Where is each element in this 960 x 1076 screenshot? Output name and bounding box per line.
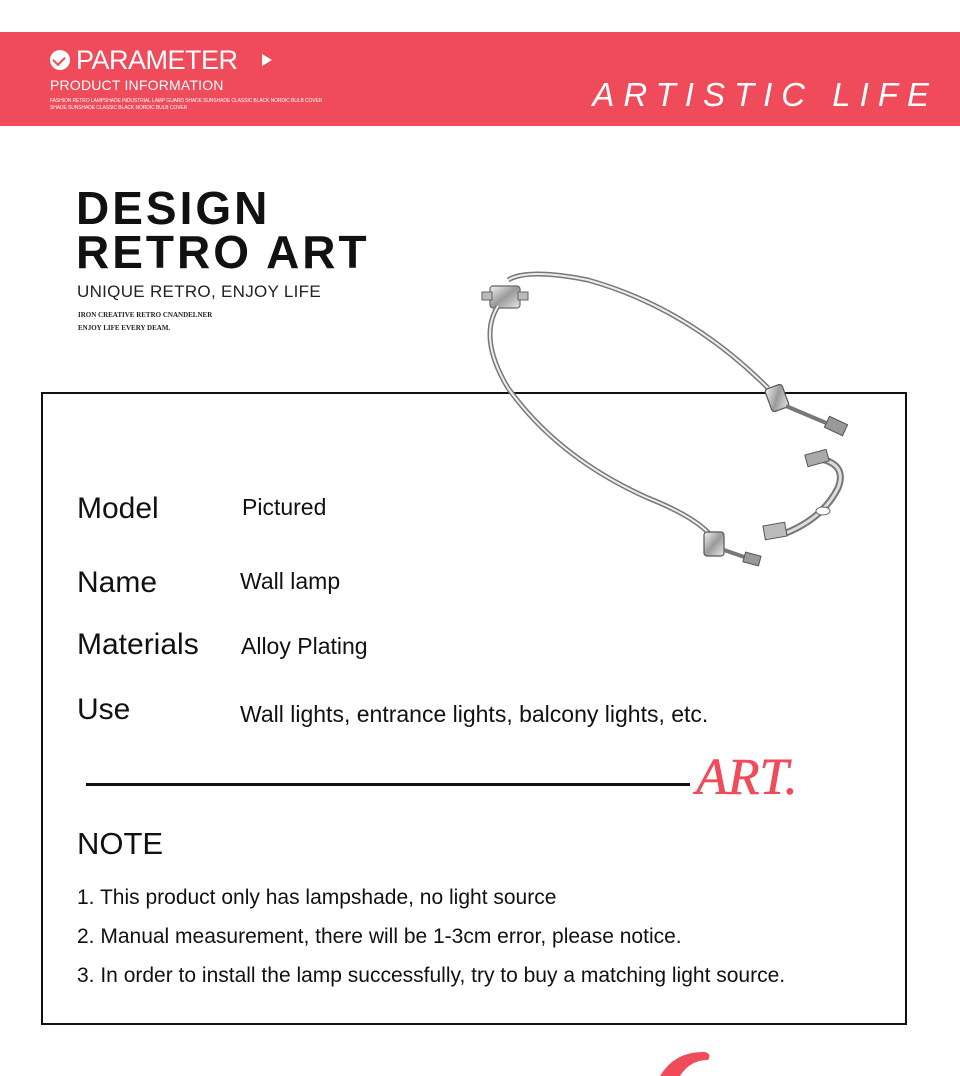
bottom-decoration (650, 1046, 720, 1076)
spec-label-materials: Materials (77, 628, 199, 661)
art-script-logo (690, 746, 840, 808)
design-line-1: DESIGN (76, 182, 271, 234)
design-line-2: RETRO ART (76, 226, 370, 278)
small-text-2: ENJOY LIFE EVERY DEAM. (78, 324, 171, 332)
spec-value-use: Wall lights, entrance lights, balcony lights, etc. (240, 701, 709, 727)
tagline: UNIQUE RETRO, ENJOY LIFE (77, 282, 321, 301)
spec-value-model: Pictured (242, 494, 327, 520)
spec-label-name: Name (77, 566, 158, 599)
spec-value-name: Wall lamp (240, 568, 341, 594)
lamp-harp-image (468, 258, 868, 598)
spec-value-materials: Alloy Plating (241, 633, 368, 659)
header-fine-print: FASHION RETRO LAMPSHADE INDUSTRIAL LAMP GUARD SHADE SUNSHADE CLASSIC BLACK NORDIC BULB COVER SHADE SUNSHADE CLASSIC BLACK NORDIC BULB COVER (50, 98, 323, 111)
spec-label-use: Use (77, 693, 131, 726)
header-slogan: ARTISTIC LIFE (592, 76, 938, 113)
header-title: PARAMETER (76, 45, 238, 75)
small-text-1: IRON CREATIVE RETRO CNANDELNER (78, 311, 213, 319)
note-title: NOTE (77, 826, 164, 861)
spec-label-model: Model (77, 492, 159, 525)
play-arrow-icon (262, 54, 272, 66)
note-item-3: 3. In order to install the lamp successfully, try to buy a matching light source. (77, 964, 786, 987)
header-subtitle: PRODUCT INFORMATION (50, 77, 224, 93)
header-banner (0, 32, 960, 126)
note-item-1: 1. This product only has lampshade, no light source (77, 886, 557, 909)
design-heading (76, 182, 370, 278)
note-item-2: 2. Manual measurement, there will be 1-3cm error, please notice. (77, 925, 682, 948)
divider-line (86, 783, 690, 786)
check-badge-icon (50, 50, 70, 70)
art-script-text: ART. (696, 749, 798, 806)
